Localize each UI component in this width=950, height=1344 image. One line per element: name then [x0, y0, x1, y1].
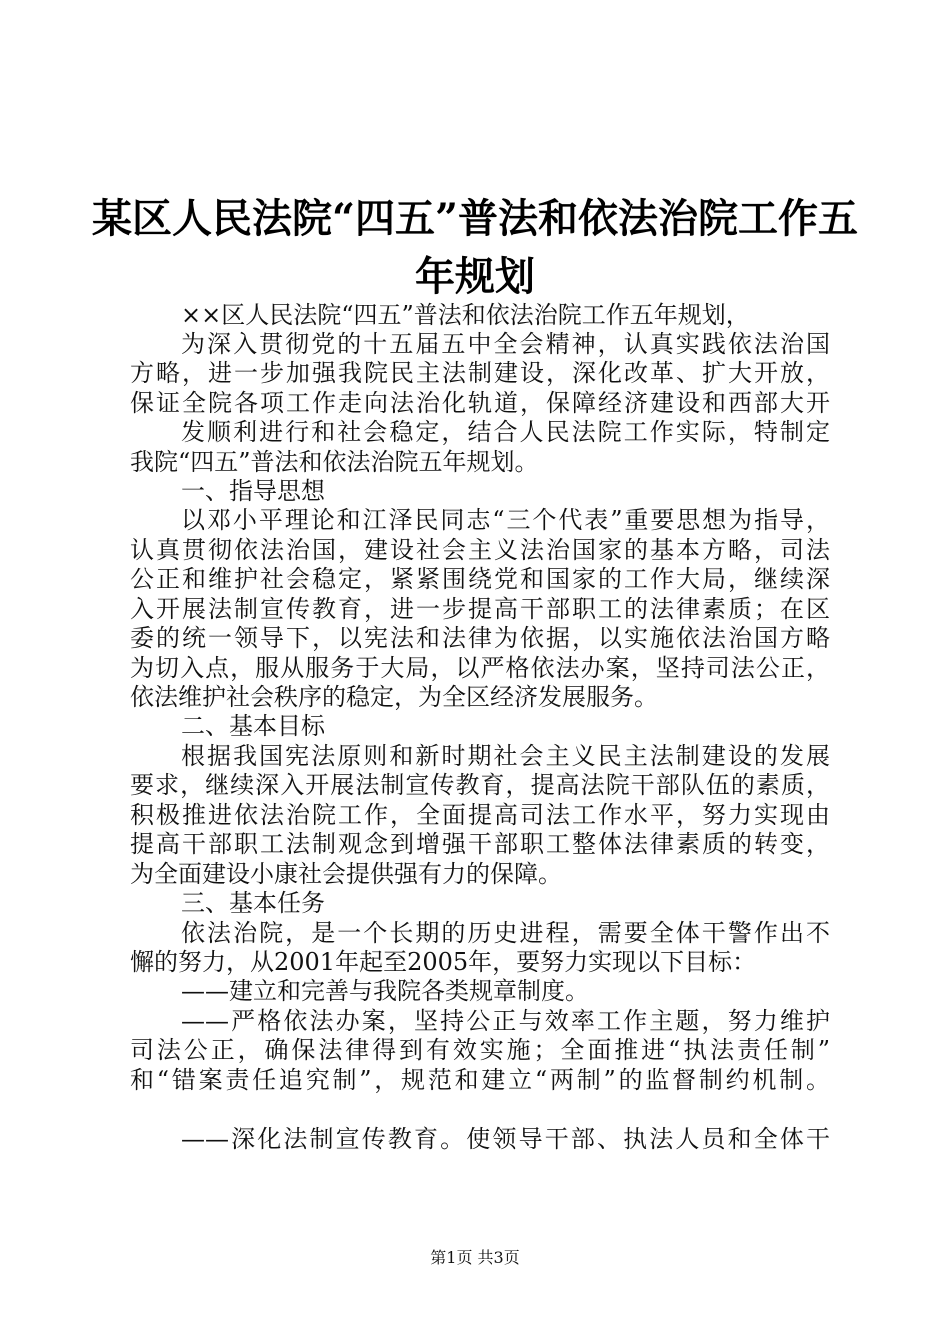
body-line: 我院“四五”普法和依法治院五年规划。 [130, 448, 539, 476]
body-line: ××区人民法院“四五”普法和依法治院工作五年规划， [181, 301, 750, 329]
body-line: 入开展法制宣传教育，进一步提高干部职工的法律素质；在区 [130, 595, 830, 623]
body-line: 依法治院，是一个长期的历史进程，需要全体干警作出不 [181, 919, 830, 947]
body-line: 认真贯彻依法治国，建设社会主义法治国家的基本方略，司法 [130, 536, 830, 564]
body-line: 司法公正，确保法律得到有效实施；全面推进“执法责任制” [130, 1036, 830, 1064]
body-line: 为切入点，服从服务于大局，以严格依法办案，坚持司法公正， [130, 654, 830, 682]
body-line: 以邓小平理论和江泽民同志“三个代表”重要思想为指导， [181, 506, 830, 534]
section-heading: 一、指导思想 [181, 477, 325, 505]
body-line: ——严格依法办案，坚持公正与效率工作主题，努力维护 [181, 1007, 830, 1035]
body-line: 要求，继续深入开展法制宣传教育，提高法院干部队伍的素质， [130, 771, 830, 799]
body-line: 委的统一领导下，以宪法和法律为依据，以实施依法治国方略 [130, 624, 830, 652]
body-line: 提高干部职工法制观念到增强干部职工整体法律素质的转变， [130, 830, 830, 858]
body-line: 为全面建设小康社会提供强有力的保障。 [130, 860, 562, 888]
body-line: 和“错案责任追究制”，规范和建立“两制”的监督制约机制。 [130, 1066, 830, 1094]
body-line: ——深化法制宣传教育。使领导干部、执法人员和全体干 [181, 1125, 830, 1153]
body-line: 懈的努力，从2001年起至2005年，要努力实现以下目标： [130, 948, 757, 976]
body-line: 发顺利进行和社会稳定，结合人民法院工作实际，特制定 [181, 418, 830, 446]
page-footer: 第1页 共3页 [430, 1248, 520, 1267]
body-line: 依法维护社会秩序的稳定，为全区经济发展服务。 [130, 683, 658, 711]
section-heading: 二、基本目标 [181, 712, 325, 740]
body-line: 方略，进一步加强我院民主法制建设，深化改革、扩大开放， [130, 359, 830, 387]
body-line: 公正和维护社会稳定，紧紧围绕党和国家的工作大局，继续深 [130, 565, 830, 593]
section-heading: 三、基本任务 [181, 889, 325, 917]
body-line: 保证全院各项工作走向法治化轨道，保障经济建设和西部大开 [130, 389, 830, 417]
body-line: 为深入贯彻党的十五届五中全会精神，认真实践依法治国 [181, 330, 830, 358]
document-title-line-1: 某区人民法院“四五”普法和依法治院工作五 [91, 195, 858, 242]
body-line: ——建立和完善与我院各类规章制度。 [181, 977, 589, 1005]
document-title-line-2: 年规划 [415, 253, 535, 300]
body-line: 积极推进依法治院工作，全面提高司法工作水平，努力实现由 [130, 801, 830, 829]
body-line: 根据我国宪法原则和新时期社会主义民主法制建设的发展 [181, 742, 830, 770]
